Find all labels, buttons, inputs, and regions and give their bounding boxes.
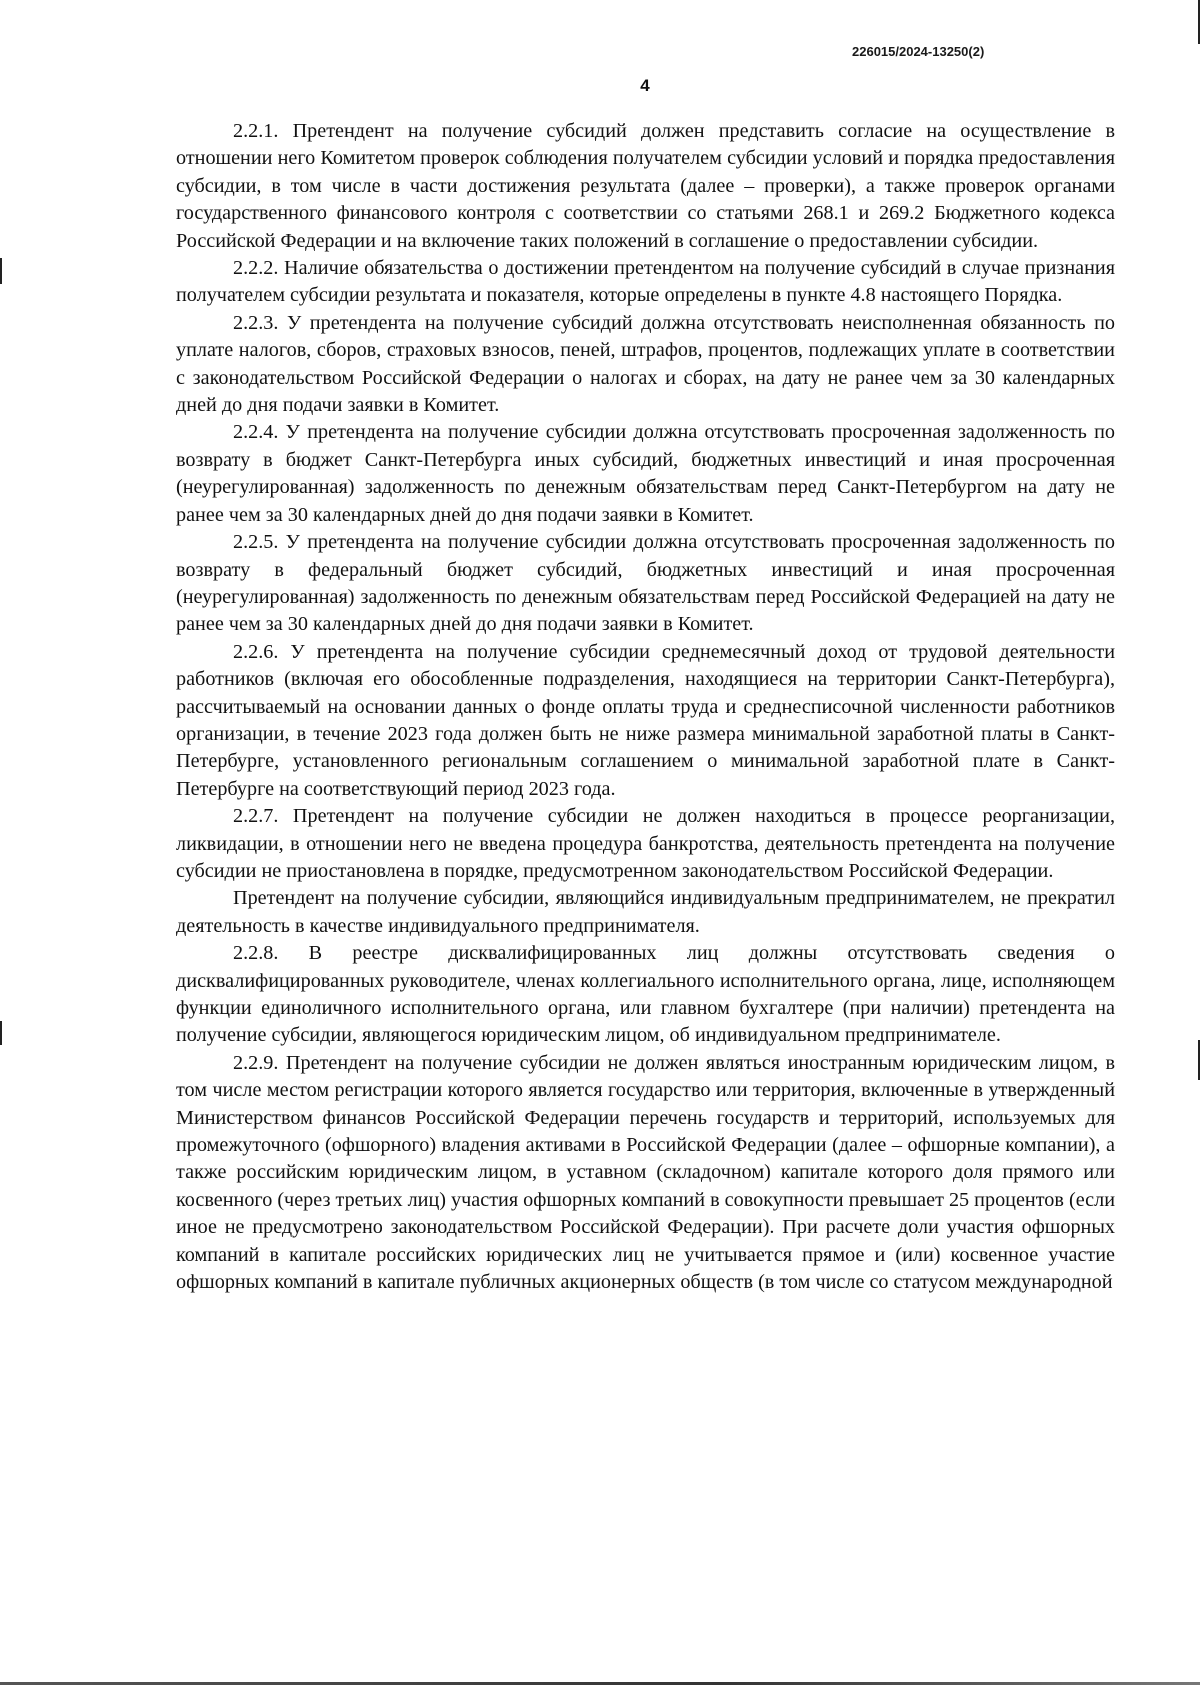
paragraph-2-2-7: 2.2.7. Претендент на получение субсидии не должен находиться в процессе реорганизации, ликвидации, в отношении него не введена процедура банкротства, деятельность претендента на получение субсидии не приостановлена в порядке, предусмотренном законодательством Российской Федерации. bbox=[176, 805, 1115, 882]
paragraph-2-2-5: 2.2.5. У претендента на получение субсидии должна отсутствовать просроченная задолженность по возврату в федеральный бюджет субсидий, бюджетных инвестиций и иная просроченная (неурегулированная) задолженность по денежным обязательствам перед Российской Федерацией на дату не ранее чем за 30 календарных дней до дня подачи заявки в Комитет. bbox=[176, 531, 1115, 636]
paragraph-2-2-2: 2.2.2. Наличие обязательства о достижении претендентом на получение субсидий в случае признания получателем субсидии результата и показателя, которые определены в пункте 4.8 настоящего Порядка. bbox=[176, 257, 1115, 307]
paragraph-2-2-1: 2.2.1. Претендент на получение субсидий должен представить согласие на осуществление в отношении него Комитетом проверок соблюдения получателем субсидии условий и порядка предоставления субсидии, в том числе в части достижения результата (далее – проверки), а также проверок органами государственного финансового контроля с соответствии со статьями 268.1 и 269.2 Бюджетного кодекса Российской Федерации и на включение таких положений в соглашение о предоставлении субсидии. bbox=[176, 120, 1115, 252]
paragraph-2-2-3: 2.2.3. У претендента на получение субсидий должна отсутствовать неисполненная обязанность по уплате налогов, сборов, страховых взносов, пеней, штрафов, процентов, подлежащих уплате в соответствии с законодательством Российской Федерации о налогах и сборах, на дату не ранее чем за 30 календарных дней до дня подачи заявки в Комитет. bbox=[176, 311, 1115, 417]
paragraph-2-2-8: 2.2.8. В реестре дисквалифицированных лиц должны отсутствовать сведения о дисквалифицированных руководителе, членах коллегиального исполнительного органа, лице, исполняющем функции единоличного исполнительного органа, или главном бухгалтере (при наличии) претендента на получение субсидии, являющегося юридическим лицом, об индивидуальном предпринимателе. bbox=[176, 942, 1115, 1047]
page-number: 4 bbox=[640, 76, 650, 95]
document-registration-number: 226015/2024-13250(2) bbox=[852, 44, 985, 59]
paragraph-2-2-9: 2.2.9. Претендент на получение субсидии не должен являться иностранным юридическим лицом, в том числе местом регистрации которого является государство или территория, включенные в утвержденный Министерством финансов Российской Федерации перечень государств и территорий, используемых для промежуточного (офшорного) владения активами в Российской Федерации (далее – офшорные компании), а также российским юридическим лицом, в уставном (складочном) капитале которого доля прямого или косвенного (через третьих лиц) участия офшорных компаний в совокупности превышает 25 процентов (если иное не предусмотрено законодательством Российской Федерации). При расчете доли участия офшорных компаний в капитале российских юридических лиц не учитывается прямое и (или) косвенное участие офшорных компаний в капитале публичных акционерных обществ (в том числе со статусом международной bbox=[176, 1051, 1115, 1294]
paragraph-2-2-4: 2.2.4. У претендента на получение субсидии должна отсутствовать просроченная задолженность по возврату в бюджет Санкт-Петербурга иных субсидий, бюджетных инвестиций и иная просроченная (неурегулированная) задолженность по денежным обязательствам перед Санкт-Петербургом на дату не ранее чем за 30 календарных дней до дня подачи заявки в Комитет. bbox=[176, 421, 1115, 526]
scan-edge-mark bbox=[0, 258, 2, 284]
paragraph-individual-entrepreneur: Претендент на получение субсидии, являющийся индивидуальным предпринимателем, не прекратил деятельность в качестве индивидуального предпринимателя. bbox=[176, 887, 1115, 937]
paragraph-2-2-6: 2.2.6. У претендента на получение субсидии среднемесячный доход от трудовой деятельности работников (включая его обособленные подразделения, находящиеся на территории Санкт-Петербурга), рассчитываемый на основании данных о фонде оплаты труда и среднесписочной численности работников организации, в течение 2023 года должен быть не ниже размера минимальной заработной платы в Санкт-Петербурге, установленного региональным соглашением о минимальной заработной плате в Санкт-Петербурге на соответствующий период 2023 года. bbox=[176, 640, 1115, 800]
scan-edge-mark bbox=[0, 1021, 2, 1045]
document-body bbox=[176, 118, 1115, 1296]
